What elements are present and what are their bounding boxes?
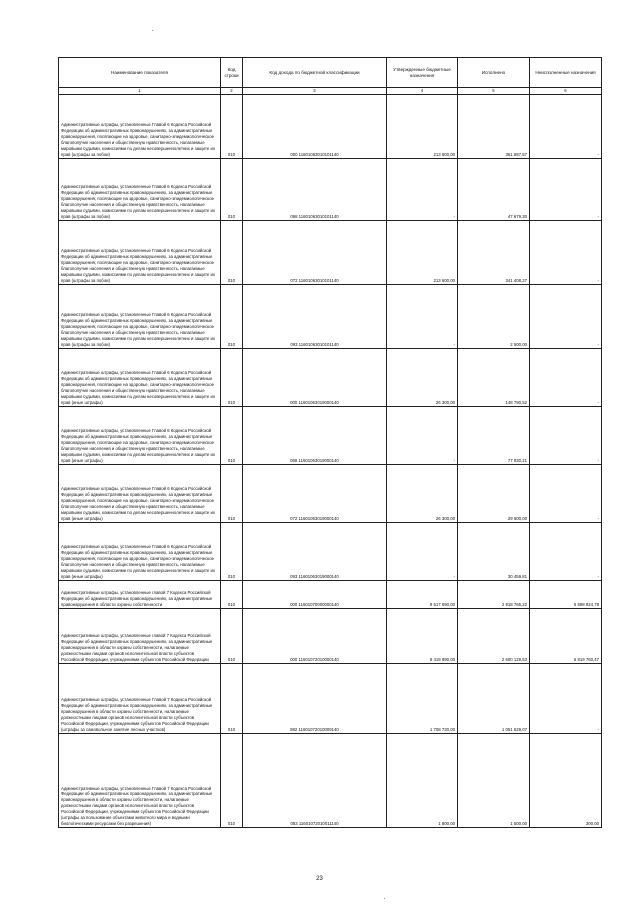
scan-speck: [152, 30, 153, 31]
executed-amount: 29 500,00: [458, 464, 530, 522]
budget-code: 982 11601072010009140: [243, 663, 387, 733]
budget-code: 068 11601063010101140: [243, 158, 387, 220]
unexecuted-amount: -: [530, 406, 602, 464]
approved-amount: 1 800,00: [387, 733, 458, 827]
table-row: [59, 580, 602, 608]
approved-amount: 1 708 730,00: [387, 663, 458, 733]
header-executed: Исполнено: [458, 58, 530, 88]
table-row: [59, 158, 602, 220]
header-row-code: Код строки: [221, 58, 243, 88]
row-code: 010: [221, 522, 243, 580]
approved-amount: -: [387, 158, 458, 220]
budget-code: 072 11601063019000140: [243, 464, 387, 522]
executed-amount: 2 600 129,53: [458, 608, 530, 663]
column-number: 2: [221, 88, 243, 95]
table-row: [59, 608, 602, 663]
row-code: 010: [221, 348, 243, 406]
header-approved: Утвержденные бюджетные назначения: [387, 58, 458, 88]
approved-amount: 26 300,00: [387, 464, 458, 522]
budget-code: 083 11601072010011140: [243, 733, 387, 827]
table-row: [59, 522, 602, 580]
table-row: [59, 406, 602, 464]
unexecuted-amount: -: [530, 220, 602, 284]
executed-amount: 361 587,57: [458, 94, 530, 158]
executed-amount: 2 918 765,22: [458, 580, 530, 608]
budget-code: 093 11601063019000140: [243, 522, 387, 580]
indicator-name: Административные штрафы, установленные Главой 6 Кодекса Российской Федерации об административных правонарушениях, за административные правонарушения, посягающие на здоровье, санитарно-эпидемиологическое благополучие населения и общественную нравственность, налагаемые мировыми судьями, комиссиями по делам несовершеннолетних и защите их прав (иные штрафы): [59, 406, 221, 464]
indicator-name: Административные штрафы, установленные Главой 6 Кодекса Российской Федерации об административных правонарушениях, за административные правонарушения, посягающие на здоровье, санитарно-эпидемиологическое благополучие населения и общественную нравственность, налагаемые мировыми судьями, комиссиями по делам несовершеннолетних и защите их прав (иные штрафы): [59, 464, 221, 522]
column-number: 4: [387, 88, 458, 95]
header-unexecuted: Неисполненные назначения: [530, 58, 602, 88]
approved-amount: 213 600,00: [387, 94, 458, 158]
budget-code: 068 11601063019000140: [243, 406, 387, 464]
unexecuted-amount: -: [530, 348, 602, 406]
row-code: 010: [221, 580, 243, 608]
row-code: 010: [221, 284, 243, 348]
table-row: [59, 464, 602, 522]
table-row: [59, 284, 602, 348]
approved-amount: 9 517 690,00: [387, 580, 458, 608]
row-code: 010: [221, 220, 243, 284]
indicator-name: Административные штрафы, установленные Главой 6 Кодекса Российской Федерации об административных правонарушениях, за административные правонарушения, посягающие на здоровье, санитарно-эпидемиологическое благополучие населения и общественную нравственность, налагаемые мировыми судьями, комиссиями по делам несовершеннолетних и защите их прав (штрафы за побои): [59, 94, 221, 158]
unexecuted-amount: -: [530, 663, 602, 733]
budget-code: 000 11601063019000140: [243, 348, 387, 406]
executed-amount: 77 830,21: [458, 406, 530, 464]
row-code: 010: [221, 608, 243, 663]
indicator-name: Административные штрафы, установленные Главой 6 Кодекса Российской Федерации об административных правонарушениях, за административные правонарушения, посягающие на здоровье, санитарно-эпидемиологическое благополучие населения и общественную нравственность, налагаемые мировыми судьями, комиссиями по делам несовершеннолетних и защите их прав (штрафы за побои): [59, 220, 221, 284]
revenue-report-table: [58, 57, 602, 828]
approved-amount: -: [387, 406, 458, 464]
table-header-row: [59, 58, 602, 88]
indicator-name: Административные штрафы, установленные Главой 6 Кодекса Российской Федерации об административных правонарушениях, за административные правонарушения, посягающие на здоровье, санитарно-эпидемиологическое благополучие населения и общественную нравственность, налагаемые мировыми судьями, комиссиями по делам несовершеннолетних и защите их прав (штрафы за побои): [59, 284, 221, 348]
indicator-name: Административные штрафы, установленные Главой 7 Кодекса Российской Федерации об административных правонарушениях, за административные правонарушения в области охраны собственности, налагаемые должностными лицами органов исполнительной власти субъектов Российской Федерации, учреждениями субъектов Российской Федерации (штрафы за самовольное занятие лесных участков): [59, 663, 221, 733]
executed-amount: 47 679,30: [458, 158, 530, 220]
row-code: 010: [221, 94, 243, 158]
approved-amount: 213 600,00: [387, 220, 458, 284]
indicator-name: Административные штрафы, установленные главой 7 Кодекса Российской Федерации об административных правонарушениях, за административные правонарушения в области охраны собственности: [59, 580, 221, 608]
table-row: [59, 94, 602, 158]
budget-code: 093 11601063010101140: [243, 284, 387, 348]
header-budget-code: Код дохода по бюджетной классификации: [243, 58, 387, 88]
executed-amount: 1 500,00: [458, 733, 530, 827]
row-code: 010: [221, 733, 243, 827]
budget-code: 000 11601070000000140: [243, 580, 387, 608]
scan-speck: [384, 898, 385, 899]
indicator-name: Административные штрафы, установленные главой 7 Кодекса Российской Федерации об административных правонарушениях, за административные правонарушения в области охраны собственности, налагаемые должностными лицами органов исполнительной власти субъектов Российской Федерации, учреждениями субъектов Российской Федерации: [59, 608, 221, 663]
column-number: 5: [458, 88, 530, 95]
executed-amount: 1 051 629,07: [458, 663, 530, 733]
approved-amount: 26 300,00: [387, 348, 458, 406]
executed-amount: 148 790,52: [458, 348, 530, 406]
column-number-row: [59, 88, 602, 95]
indicator-name: Административные штрафы, установленные Главой 7 Кодекса Российской Федерации об административных правонарушениях, за административные правонарушения в области охраны собственности, налагаемые должностными лицами органов исполнительной власти субъектов Российской Федерации, учреждениями субъектов Российской Федерации (штрафы за пользование объектами животного мира и водными биологическими ресурсами без разрешения): [59, 733, 221, 827]
unexecuted-amount: -: [530, 284, 602, 348]
unexecuted-amount: -: [530, 522, 602, 580]
header-indicator-name: Наименование показателя: [59, 58, 221, 88]
indicator-name: Административные штрафы, установленные Главой 6 Кодекса Российской Федерации об административных правонарушениях, за административные правонарушения, посягающие на здоровье, санитарно-эпидемиологическое благополучие населения и общественную нравственность, налагаемые мировыми судьями, комиссиями по делам несовершеннолетних и защите их прав (иные штрафы): [59, 348, 221, 406]
approved-amount: -: [387, 284, 458, 348]
row-code: 010: [221, 464, 243, 522]
table-row: [59, 220, 602, 284]
budget-code: 000 11601063010101140: [243, 94, 387, 158]
budget-code: 000 11601072010000140: [243, 608, 387, 663]
row-code: 010: [221, 406, 243, 464]
column-number: 1: [59, 88, 221, 95]
table-row: [59, 663, 602, 733]
indicator-name: Административные штрафы, установленные Главой 6 Кодекса Российской Федерации об административных правонарушениях, за административные правонарушения, посягающие на здоровье, санитарно-эпидемиологическое благополучие населения и общественную нравственность, налагаемые мировыми судьями, комиссиями по делам несовершеннолетних и защите их прав (иные штрафы): [59, 522, 221, 580]
table-row: [59, 348, 602, 406]
approved-amount: 9 419 890,00: [387, 608, 458, 663]
page-number: 23: [316, 876, 323, 882]
unexecuted-amount: 6 598 924,78: [530, 580, 602, 608]
unexecuted-amount: -: [530, 94, 602, 158]
row-code: 010: [221, 158, 243, 220]
column-number: 6: [530, 88, 602, 95]
indicator-name: Административные штрафы, установленные Главой 6 Кодекса Российской Федерации об административных правонарушениях, за административные правонарушения, посягающие на здоровье, санитарно-эпидемиологическое благополучие населения и общественную нравственность, налагаемые мировыми судьями, комиссиями по делам несовершеннолетних и защите их прав (штрафы за побои): [59, 158, 221, 220]
row-code: 010: [221, 663, 243, 733]
unexecuted-amount: -: [530, 158, 602, 220]
executed-amount: 30 459,81: [458, 522, 530, 580]
executed-amount: 341 408,27: [458, 220, 530, 284]
approved-amount: -: [387, 522, 458, 580]
budget-code: 072 11601063010101140: [243, 220, 387, 284]
column-number: 3: [243, 88, 387, 95]
unexecuted-amount: -: [530, 464, 602, 522]
executed-amount: 2 500,00: [458, 284, 530, 348]
unexecuted-amount: 6 819 760,47: [530, 608, 602, 663]
table-row: [59, 733, 602, 827]
unexecuted-amount: 300,00: [530, 733, 602, 827]
